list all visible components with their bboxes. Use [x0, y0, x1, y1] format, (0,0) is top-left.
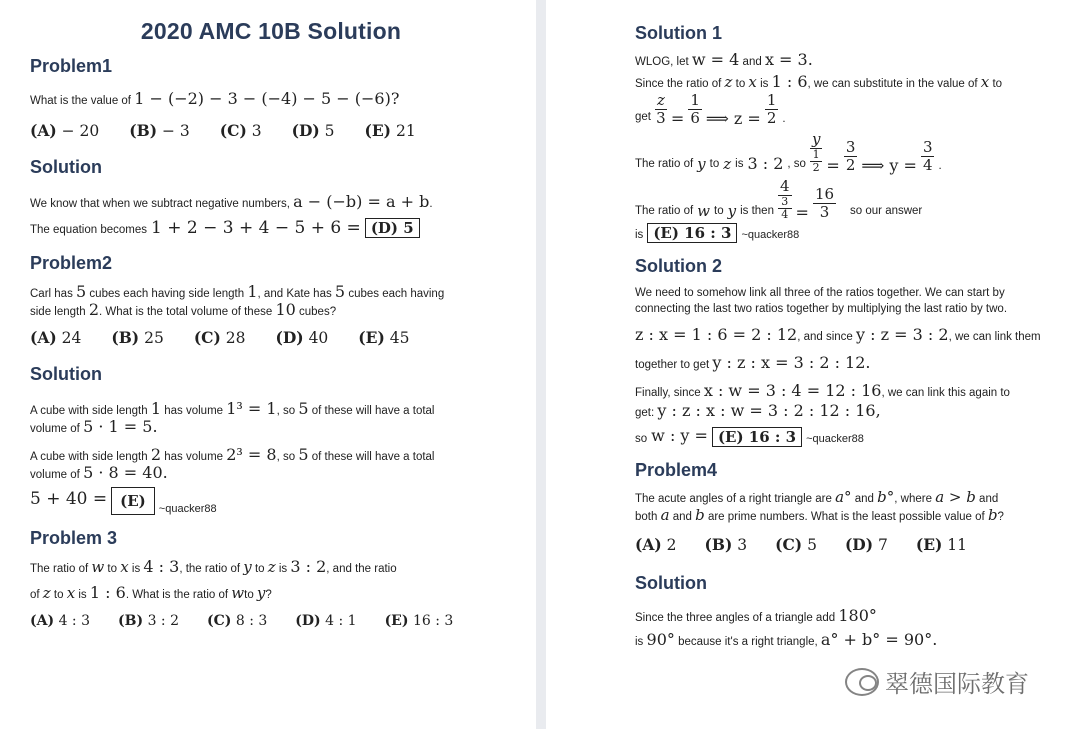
- problem1-heading: Problem1: [30, 56, 113, 76]
- choice-b: (B) − 3: [129, 121, 190, 140]
- problem4-question: The acute angles of a right triangle are a° and b°, where a > b and both a and b are prime numbers. What is the least possible value of b?: [635, 488, 1004, 524]
- sol2-answer-box: (E) 16 : 3: [712, 427, 802, 447]
- solution2-para1: A cube with side length 1 has volume 1³ = 1, so 5 of these will have a total volume of 5 · 1 = 5.: [30, 399, 435, 436]
- problem1-text: What is the value of: [30, 95, 131, 107]
- problem1-expression: 1 − (−2) − 3 − (−4) − 5 − (−6)?: [134, 89, 400, 108]
- solution1-heading: Solution: [30, 157, 102, 177]
- problem1-choices: [30, 121, 512, 140]
- sol2-line2: together to get y : z : x = 3 : 2 : 12.: [635, 353, 871, 372]
- problem3-heading: Problem 3: [30, 528, 118, 548]
- right-page: [546, 0, 1080, 729]
- sol1-answer-line: is (E) 16 : 3 ~quacker88: [635, 224, 800, 242]
- sol2-line4: get: y : z : x : w = 3 : 2 : 12 : 16,: [635, 401, 881, 420]
- sol1-line1: WLOG, let w = 4 and x = 3.: [635, 50, 813, 69]
- solution1-line1: We know that when we subtract negative numbers, a − (−b) = a + b.: [30, 192, 433, 211]
- sol1-line4: The ratio of y to z is 3 : 2 , so $\frac{y}{\frac{1}{2}}$ = $\frac{3}{2}$ ⟹ y = $\frac{3}{4}$ .: [635, 130, 942, 175]
- sol2-line1: z : x = 1 : 6 = 2 : 12, and since y : z = 3 : 2, we can link them: [635, 325, 1041, 344]
- choice-b: (B) 3: [704, 535, 748, 554]
- solution2-heading: Solution: [30, 364, 102, 384]
- sol2-answer-line: so w : y = (E) 16 : 3 ~quacker88: [635, 426, 864, 446]
- choice-e: (E) 21: [364, 121, 416, 140]
- choice-c: (C) 5: [775, 535, 817, 554]
- choice-a: (A) 2: [635, 535, 677, 554]
- solution4-line2: is 90° because it's a right triangle, a° + b° = 90°.: [635, 630, 938, 649]
- solution1-math1: a − (−b) = a + b: [293, 192, 430, 211]
- watermark-text: 翠德国际教育: [885, 670, 1029, 698]
- choice-b: (B) 3 : 2: [118, 613, 179, 629]
- choice-a: (A) 4 : 3: [30, 613, 91, 629]
- choice-e: (E) 11: [915, 535, 968, 554]
- problem2-choices: [30, 328, 512, 347]
- choice-d: (D) 40: [275, 328, 329, 347]
- sol1-line2: Since the ratio of z to x is 1 : 6, we can substitute in the value of x to: [635, 72, 1003, 91]
- choice-a: (A) 24: [30, 328, 82, 347]
- choice-c: (C) 3: [219, 121, 262, 140]
- choice-e: (E) 16 : 3: [384, 613, 454, 629]
- choice-e: (E) 45: [358, 328, 410, 347]
- watermark: [845, 664, 1029, 699]
- problem4-heading: Problem4: [635, 460, 718, 480]
- chat-bubble-icon: [845, 668, 879, 696]
- solution1-math2: 1 + 2 − 3 + 4 − 5 + 6 =: [151, 218, 361, 238]
- sol1-line5: The ratio of w to y is then $\frac{4}{\frac{3}{4}}$ = $\frac{16}{3}$ so our answer: [635, 177, 923, 222]
- problem2-heading: Problem2: [30, 253, 113, 273]
- solution2-para2: A cube with side length 2 has volume 2³ = 8, so 5 of these will have a total volume of 5 · 8 = 40.: [30, 445, 435, 482]
- solution4-line1: Since the three angles of a triangle add 180°: [635, 606, 877, 625]
- sol1-answer-box: (E) 16 : 3: [647, 223, 737, 243]
- choice-d: (D) 4 : 1: [295, 613, 357, 629]
- sol2-line3: Finally, since x : w = 3 : 4 = 12 : 16, we can link this again to: [635, 381, 1010, 400]
- problem4-choices: [635, 535, 1060, 554]
- solution1-line2: The equation becomes 1 + 2 − 3 + 4 − 5 + 6 = (D) 5: [30, 218, 512, 238]
- problem3-question: The ratio of w to x is 4 : 3, the ratio of y to z is 3 : 2, and the ratio of z to x is 1 : 6. What is the ratio of wto y?: [30, 557, 397, 602]
- choice-d: (D) 5: [291, 121, 335, 140]
- left-page: [0, 0, 536, 729]
- solution-2-heading: Solution 2: [635, 256, 722, 276]
- solution4-heading: Solution: [635, 573, 707, 593]
- problem2-question: Carl has 5 cubes each having side length 1, and Kate has 5 cubes each having side length 2. What is the total volume of these 10 cubes?: [30, 282, 445, 319]
- problem1-question: [30, 91, 512, 109]
- solution-1-heading: Solution 1: [635, 23, 722, 43]
- choice-c: (C) 28: [193, 328, 246, 347]
- solution1-answer-box: (D) 5: [365, 218, 420, 238]
- document-title: 2020 AMC 10B Solution: [140, 18, 402, 44]
- signature: ~quacker88: [158, 503, 217, 515]
- choice-d: (D) 7: [844, 535, 888, 554]
- problem3-choices: [30, 613, 512, 629]
- solution2-answer-box: (E): [111, 487, 155, 515]
- sol1-line3: get $\frac{z}{3}$ = $\frac{1}{6}$ ⟹ z = $\frac{1}{2}$ .: [635, 91, 786, 128]
- choice-a: (A) − 20: [30, 121, 100, 140]
- choice-b: (B) 25: [111, 328, 164, 347]
- sol2-para: We need to somehow link all three of the ratios together. We can start by connecting the last two ratios together by multiplying the last ratio by two.: [635, 287, 1008, 315]
- choice-c: (C) 8 : 3: [207, 613, 268, 629]
- solution2-final: 5 + 40 = (E) ~quacker88: [30, 489, 217, 515]
